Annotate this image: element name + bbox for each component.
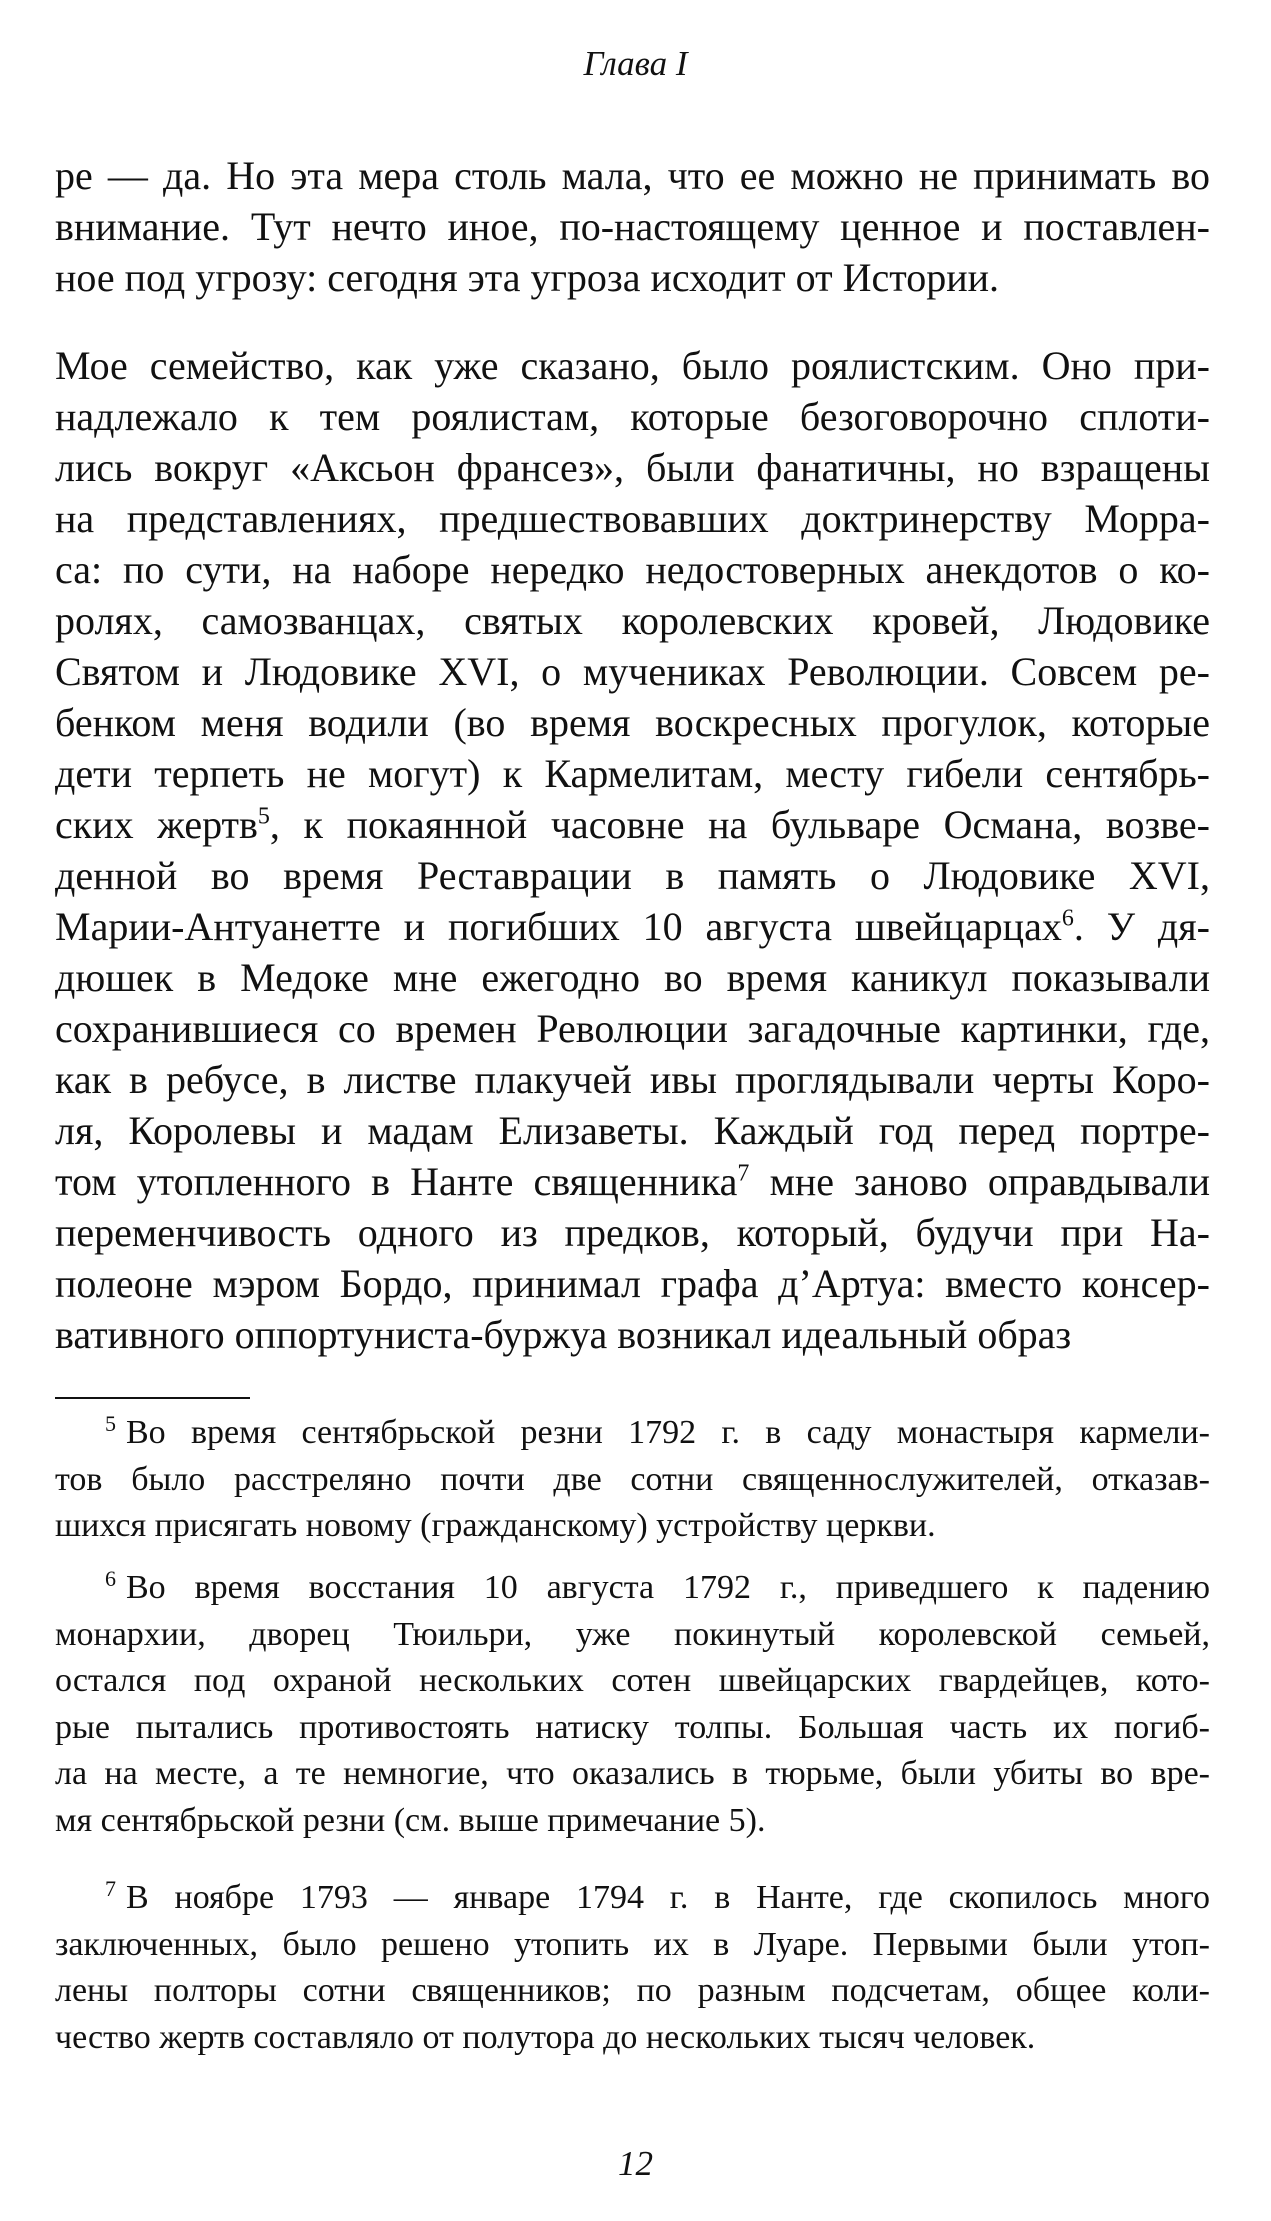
text-line: бенком меня водили (во время воскресных прогулок, которые bbox=[55, 700, 1210, 745]
paragraph-continuation bbox=[55, 150, 1210, 303]
footnote-line: мя сентябрьской резни (см. выше примечание 5). bbox=[55, 1801, 766, 1839]
text-segment: мне заново оправдывали bbox=[749, 1159, 1211, 1204]
text-segment: Марии-Антуанетте и погибших 10 августа швейцарцах bbox=[55, 904, 1062, 949]
footnote-7 bbox=[55, 1875, 1210, 2061]
text-segment: ских жертв bbox=[55, 802, 258, 847]
running-head: Глава I bbox=[583, 44, 688, 83]
text-line: дюшек в Медоке мне ежегодно во время каникул показывали bbox=[55, 955, 1210, 1000]
text-line: внимание. Тут нечто иное, по-настоящему ценное и поставлен- bbox=[55, 204, 1210, 249]
footnote-line: рые пытались противостоять натиску толпы. Большая часть их погиб- bbox=[55, 1708, 1210, 1746]
footnote-line bbox=[55, 1565, 1210, 1612]
footnote-line bbox=[55, 1875, 1210, 1922]
footnote-number: 7 bbox=[105, 1875, 116, 1901]
text-line: как в ребусе, в листве плакучей ивы проглядывали черты Коро- bbox=[55, 1057, 1210, 1102]
footnote-reference[interactable]: 7 bbox=[737, 1160, 750, 1187]
footnote-line: лены полторы сотни священников; по разным подсчетам, общее коли- bbox=[55, 1972, 1210, 2009]
text-segment: том утопленного в Нанте священника bbox=[55, 1159, 738, 1204]
text-line: са: по сути, на наборе нередко недостоверных анекдотов о ко- bbox=[55, 547, 1210, 592]
footnote-line: шихся присягать новому (гражданскому) устройству церкви. bbox=[55, 1507, 936, 1544]
footnote-text: В ноябре 1793 — январе 1794 г. в Нанте, где скопилось много bbox=[126, 1879, 1210, 1916]
text-line: полеоне мэром Бордо, принимал графа д’Артуа: вместо консер- bbox=[55, 1261, 1210, 1306]
text-line: на представлениях, предшествовавших доктринерству Морра- bbox=[55, 496, 1210, 541]
footnote-text: Во время сентябрьской резни 1792 г. в саду монастыря кармели- bbox=[126, 1414, 1210, 1451]
footnote-6 bbox=[55, 1565, 1210, 1844]
footnote-line: заключенных, было решено утопить их в Луаре. Первыми были утоп- bbox=[55, 1925, 1210, 1963]
text-line: переменчивость одного из предков, который, будучи при На- bbox=[55, 1210, 1210, 1255]
text-line: ля, Королевы и мадам Елизаветы. Каждый год перед портре- bbox=[55, 1108, 1210, 1153]
text-line: Святом и Людовике XVI, о мучениках Революции. Совсем ре- bbox=[55, 649, 1210, 694]
text-segment: . У дя- bbox=[1073, 904, 1210, 949]
text-line: лись вокруг «Аксьон франсез», были фанатичны, но взращены bbox=[55, 445, 1210, 490]
text-line: ролях, самозванцах, святых королевских кровей, Людовике bbox=[55, 598, 1210, 643]
text-line: сохранившиеся со времен Революции загадочные картинки, где, bbox=[55, 1006, 1210, 1051]
footnote-line bbox=[55, 1410, 1210, 1457]
text-line: дети терпеть не могут) к Кармелитам, месту гибели сентябрь- bbox=[55, 751, 1210, 796]
footnote-line: остался под охраной нескольких сотен швейцарских гвардейцев, кото- bbox=[55, 1662, 1210, 1699]
text-line bbox=[55, 1156, 1210, 1207]
footnote-5 bbox=[55, 1410, 1210, 1550]
text-segment: , к покаянной часовне на бульваре Османа, возве- bbox=[269, 802, 1211, 847]
footnote-text: Во время восстания 10 августа 1792 г., приведшего к падению bbox=[126, 1569, 1210, 1606]
text-line: надлежало к тем роялистам, которые безоговорочно сплоти- bbox=[55, 394, 1210, 439]
text-line: ное под угрозу: сегодня эта угроза исходит от Истории. bbox=[55, 255, 1000, 300]
text-line: Мое семейство, как уже сказано, было роялистским. Оно при- bbox=[55, 343, 1210, 388]
text-line bbox=[55, 799, 1210, 850]
footnote-reference[interactable]: 6 bbox=[1061, 905, 1074, 932]
page-number: 12 bbox=[618, 2144, 653, 2183]
text-line: вативного оппортуниста-буржуа возникал идеальный образ bbox=[55, 1312, 1072, 1357]
text-line bbox=[55, 901, 1210, 952]
text-line: ре — да. Но эта мера столь мала, что ее можно не принимать во bbox=[55, 153, 1210, 198]
footnote-line: монархии, дворец Тюильри, уже покинутый королевской семьей, bbox=[55, 1615, 1210, 1653]
paragraph-family bbox=[55, 340, 1210, 1360]
footnote-line: ла на месте, а те немногие, что оказались в тюрьме, были убиты во вре- bbox=[55, 1755, 1210, 1792]
footnote-line: тов было расстреляно почти две сотни священнослужителей, отказав- bbox=[55, 1460, 1210, 1498]
footnote-number: 6 bbox=[105, 1565, 116, 1591]
footnote-number: 5 bbox=[105, 1410, 116, 1436]
footnote-line: чество жертв составляло от полутора до нескольких тысяч человек. bbox=[55, 2018, 1036, 2056]
footnote-reference[interactable]: 5 bbox=[257, 803, 270, 830]
text-line: денной во время Реставрации в память о Людовике XVI, bbox=[55, 853, 1210, 898]
footnote-separator bbox=[55, 1397, 250, 1399]
